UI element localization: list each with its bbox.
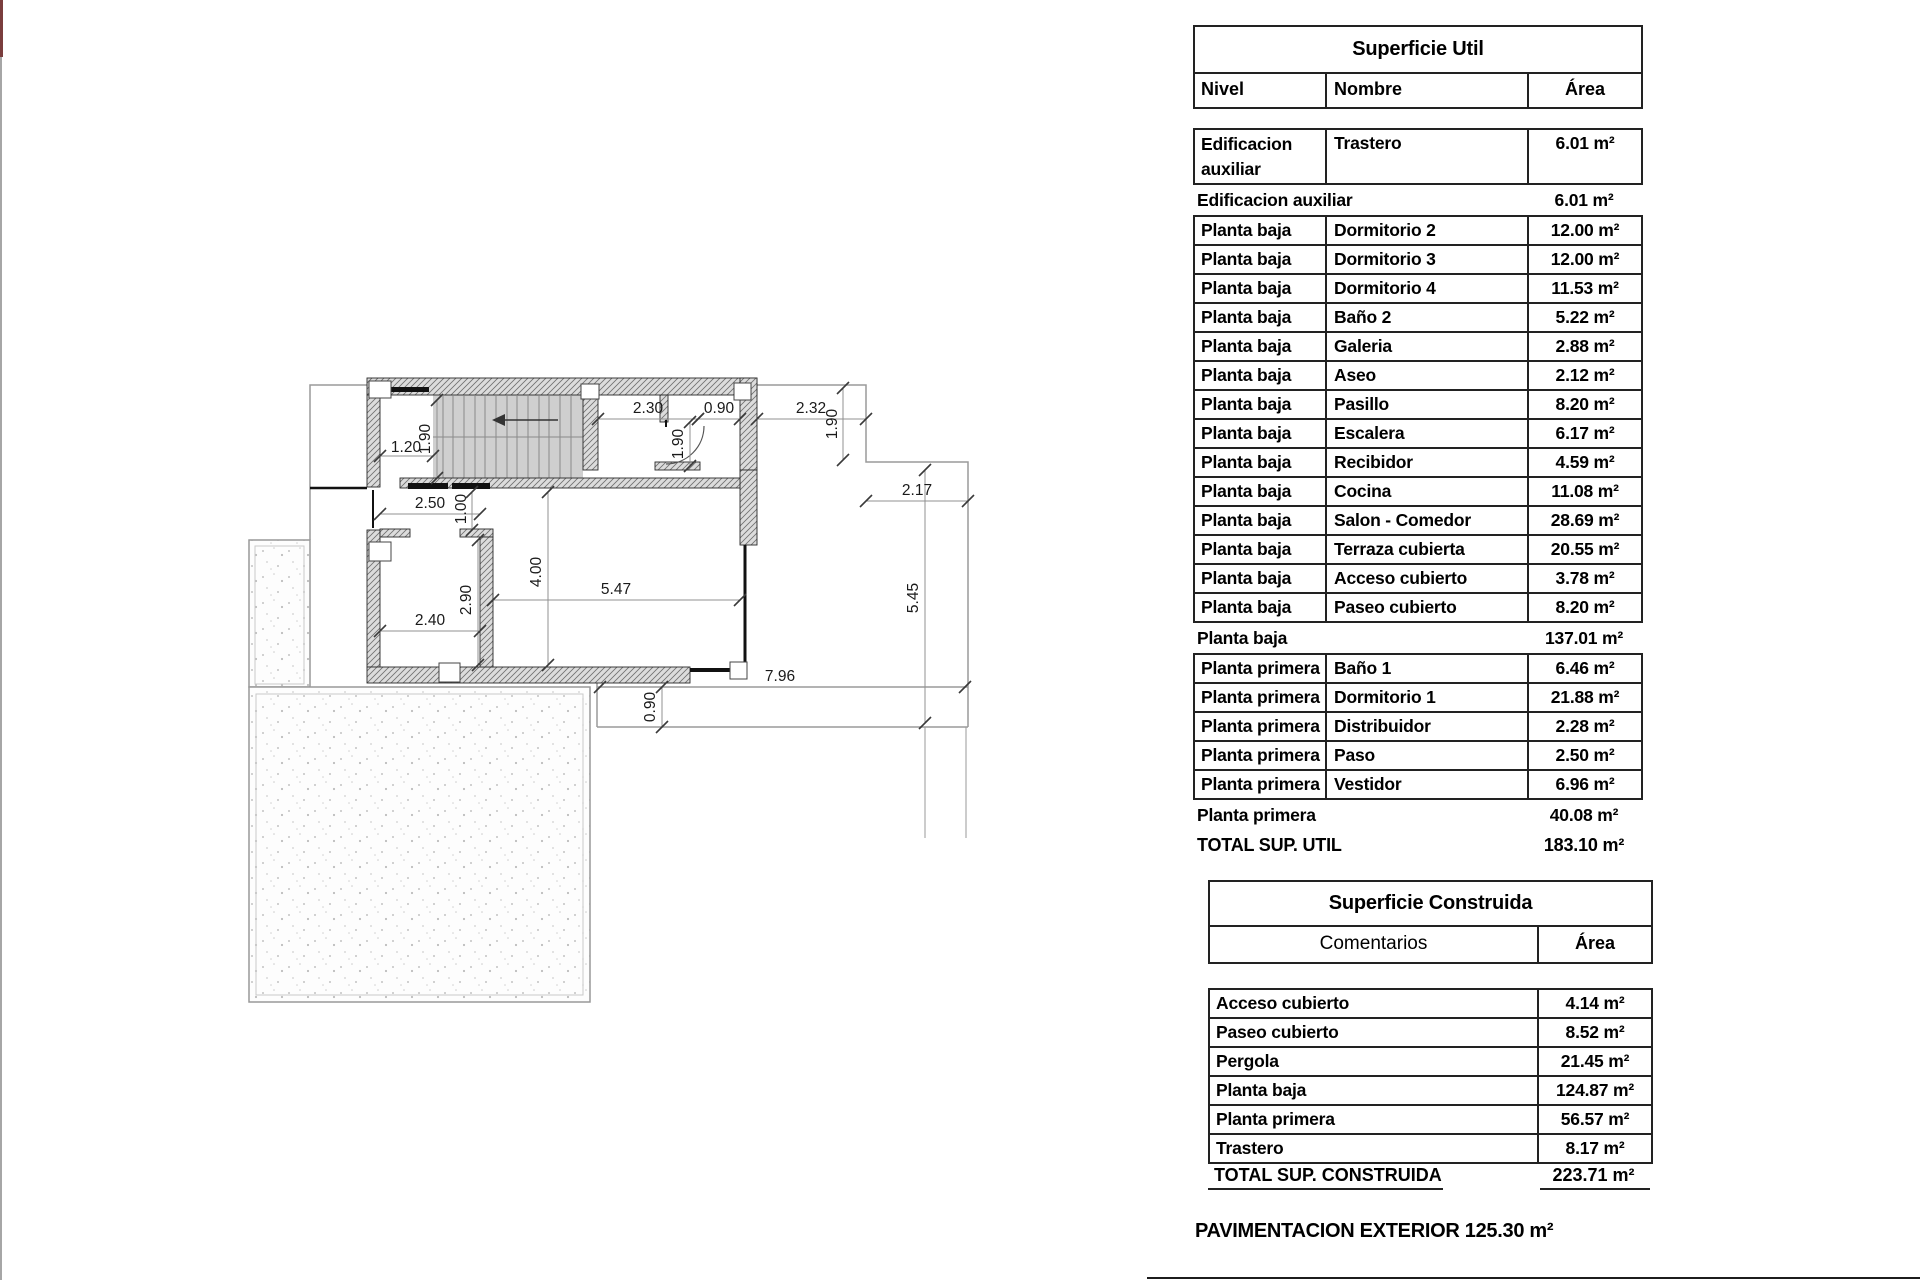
total-underline [1208, 1188, 1443, 1190]
total-sup-construida-row [1208, 1164, 1649, 1186]
dimension-label: 1.90 [417, 423, 434, 455]
table-row: Planta baja Acceso cubierto 3.78 m² [1193, 563, 1643, 594]
table-row: Planta baja Escalera 6.17 m² [1193, 418, 1643, 449]
table-row: Planta baja Paseo cubierto 8.20 m² [1193, 592, 1643, 623]
table-row: Planta baja Dormitorio 2 12.00 m² [1193, 215, 1643, 246]
dimension-label: 2.50 [414, 495, 446, 512]
table-row: Pergola 21.45 m² [1208, 1046, 1653, 1077]
dimension-label: 5.45 [905, 582, 922, 614]
table-row: Trastero 8.17 m² [1208, 1133, 1653, 1164]
dimension-label: 5.47 [600, 581, 632, 598]
table-row: Planta baja Salon - Comedor 28.69 m² [1193, 505, 1643, 536]
table-row: Planta baja Baño 2 5.22 m² [1193, 302, 1643, 333]
subtotal-row: Planta primera 40.08 m² [1197, 805, 1619, 825]
total-sup-construida-label: TOTAL SUP. CONSTRUIDA [1214, 1165, 1442, 1185]
total-sup-util-row: TOTAL SUP. UTIL 183.10 m² [1197, 835, 1625, 855]
table-row: Acceso cubierto 4.14 m² [1208, 988, 1653, 1019]
table-row: Planta primera Vestidor 6.96 m² [1193, 769, 1643, 800]
dimension-label: 2.17 [901, 482, 933, 499]
table-row: Planta baja Dormitorio 4 11.53 m² [1193, 273, 1643, 304]
superficie-util-title: Superficie Util [1352, 38, 1484, 60]
table-row: Planta primera Dormitorio 1 21.88 m² [1193, 682, 1643, 713]
table-row: Planta primera Baño 1 6.46 m² [1193, 653, 1643, 684]
table-row: Planta baja Galeria 2.88 m² [1193, 331, 1643, 362]
superficie-construida-table-header [1208, 880, 1653, 964]
table-row: Planta baja Pasillo 8.20 m² [1193, 389, 1643, 420]
table-row: Planta baja Dormitorio 3 12.00 m² [1193, 244, 1643, 275]
dimension-label: 0.90 [703, 400, 735, 417]
table-row: Planta baja Recibidor 4.59 m² [1193, 447, 1643, 478]
dimension-label: 2.40 [414, 612, 446, 629]
subtotal-row: Planta baja 137.01 m² [1197, 628, 1623, 648]
table-row: Planta baja 124.87 m² [1208, 1075, 1653, 1106]
table-row: Edificacion auxiliar Trastero 6.01 m² [1193, 128, 1643, 185]
column-header-comentarios: Comentarios [1319, 933, 1428, 954]
superficie-construida-table-body [1208, 988, 1653, 1164]
table-row: Planta baja Cocina 11.08 m² [1193, 476, 1643, 507]
dimension-label: 2.30 [632, 400, 664, 417]
table-row: Planta primera Distribuidor 2.28 m² [1193, 711, 1643, 742]
column-header-area: Área [1537, 927, 1651, 962]
superficie-util-table-body [1193, 128, 1643, 860]
dimension-label: 1.00 [453, 493, 470, 525]
pavimentacion-exterior-note: PAVIMENTACION EXTERIOR 125.30 m² [1195, 1220, 1554, 1242]
dimension-label: 1.20 [390, 439, 422, 456]
table-row: Planta primera Paso 2.50 m² [1193, 740, 1643, 771]
table-row: Paseo cubierto 8.52 m² [1208, 1017, 1653, 1048]
dimension-label: 4.00 [528, 556, 545, 588]
column-header-area: Área [1527, 74, 1641, 107]
total-sup-construida-value: 223.71 m² [1552, 1165, 1635, 1185]
dimension-label: 2.90 [458, 584, 475, 616]
table-row: Planta primera 56.57 m² [1208, 1104, 1653, 1135]
dimension-label: 1.90 [824, 408, 841, 440]
dimension-label: 2.32 [795, 400, 827, 417]
table-row: Planta baja Terraza cubierta 20.55 m² [1193, 534, 1643, 565]
subtotal-row: Edificacion auxiliar 6.01 m² [1197, 190, 1614, 210]
column-header-nivel: Nivel [1201, 79, 1245, 99]
dimension-label: 0.90 [642, 691, 659, 723]
superficie-construida-title: Superficie Construida [1328, 892, 1533, 914]
table-row: Planta baja Aseo 2.12 m² [1193, 360, 1643, 391]
superficie-util-table-header [1193, 25, 1643, 109]
dimension-label: 7.96 [764, 668, 796, 685]
staircase [433, 395, 583, 480]
dimension-label: 1.90 [670, 428, 687, 460]
total-underline [1540, 1188, 1650, 1190]
column-header-nombre: Nombre [1325, 74, 1527, 107]
